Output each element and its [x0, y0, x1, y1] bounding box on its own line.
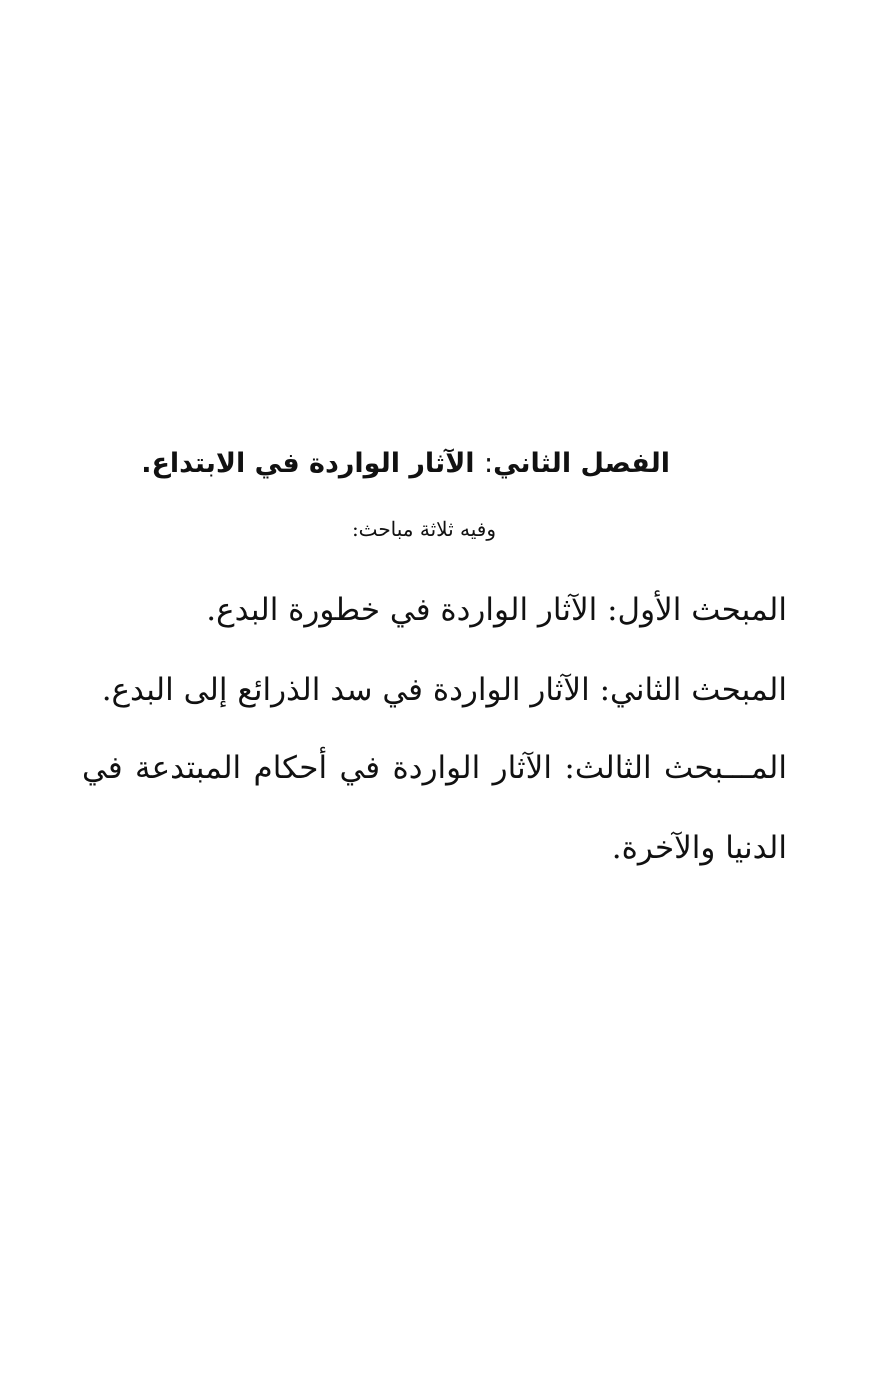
chapter-label: الفصل الثاني	[493, 448, 670, 479]
chapter-title-text: الآثار الواردة في الابتداع.	[141, 448, 484, 479]
section-item-first: المبحث الأول: الآثار الواردة في خطورة البدع.	[206, 592, 787, 628]
intro-line: وفيه ثلاثة مباحث:	[351, 517, 496, 541]
section-item-third-continued: الدنيا والآخرة.	[611, 830, 787, 866]
chapter-heading	[141, 440, 670, 488]
chapter-colon: :	[483, 448, 494, 479]
section-item-second: المبحث الثاني: الآثار الواردة في سد الذرائع إلى البدع.	[101, 672, 787, 708]
section-item-third: المـــبحث الثالث: الآثار الواردة في أحكام المبتدعة في	[82, 750, 787, 786]
